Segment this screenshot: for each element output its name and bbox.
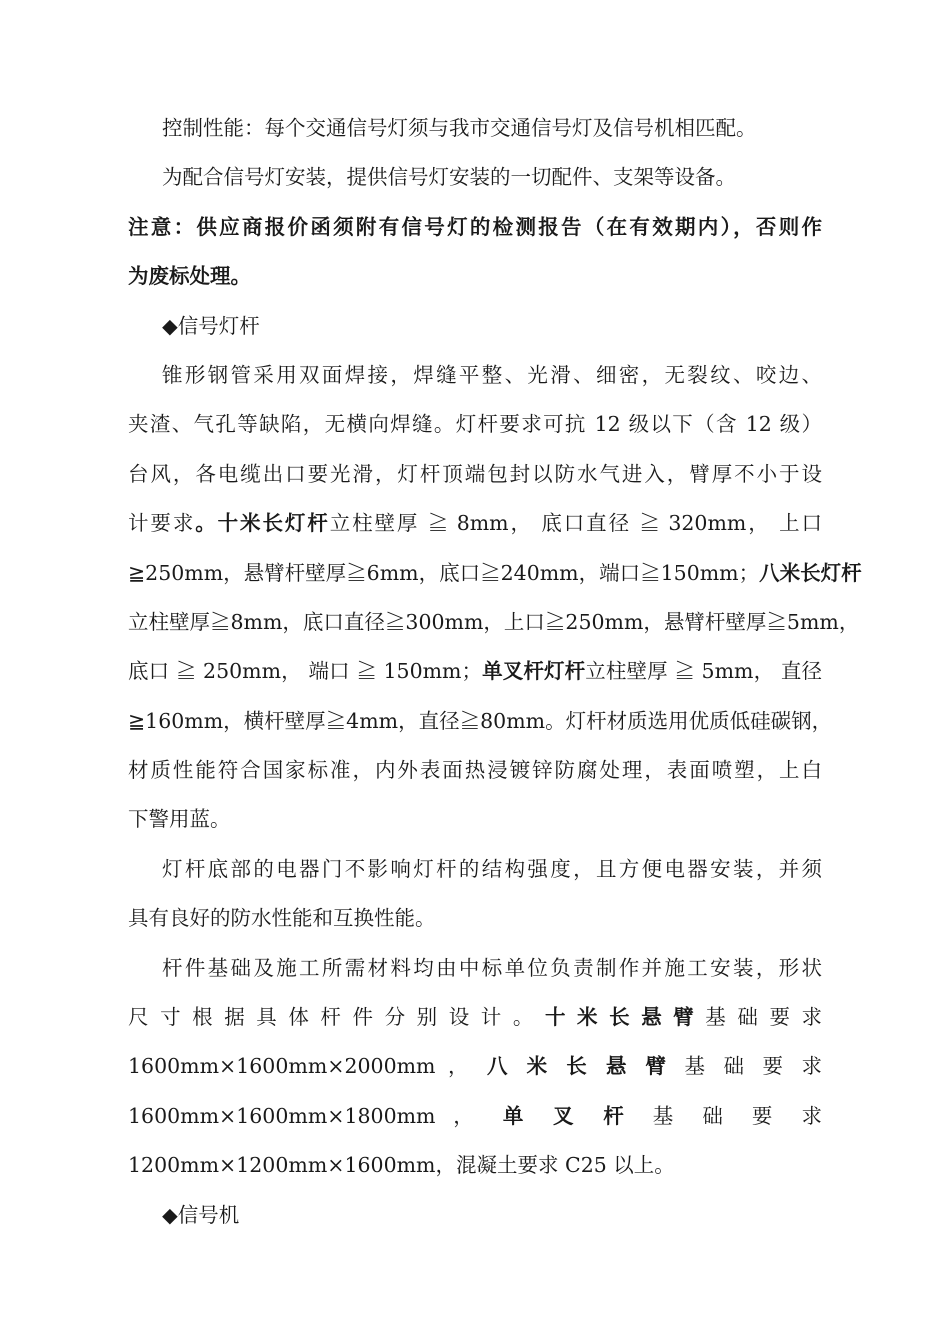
bold-text: 注意：供应商报价函须附有信号灯的检测报告（在有效期内），否则作 — [128, 214, 822, 239]
text-segment: 下警用蓝。 — [128, 807, 231, 832]
text-segment: 杆件基础及施工所需材料均由中标单位负责制作并施工安装，形状 — [162, 955, 822, 980]
bold-text: 八米长灯杆 — [759, 560, 862, 585]
text-line — [128, 598, 860, 647]
bold-text: 单叉杆灯杆 — [482, 659, 586, 684]
text-segment: 基础要求 — [705, 1005, 823, 1030]
text-segment: 1200mm×1200mm×1600mm，混凝土要求 C25 以上。 — [128, 1153, 675, 1178]
text-line — [128, 499, 822, 548]
text-line — [128, 894, 822, 943]
text-segment: 夹渣、气孔等缺陷，无横向焊缝。灯杆要求可抗 12 级以下（含 12 级） — [128, 412, 822, 437]
text-line — [128, 746, 822, 795]
paragraph — [128, 944, 822, 1191]
text-segment: 台风，各电缆出口要光滑，灯杆顶端包封以防水气进入，臂厚不小于设 — [128, 461, 822, 486]
paragraph — [128, 351, 862, 845]
bold-text: 。十米长灯杆 — [195, 511, 330, 536]
text-line — [128, 1191, 822, 1240]
text-segment: 计要求 — [128, 511, 196, 536]
text-line — [128, 153, 822, 202]
bold-text: 单 叉 杆 — [502, 1103, 635, 1128]
paragraph — [128, 1191, 822, 1240]
text-line — [128, 450, 822, 499]
text-line — [128, 203, 822, 252]
text-line — [128, 795, 822, 844]
bold-text: 十米长悬臂 — [544, 1005, 706, 1030]
text-segment: 为配合信号灯安装，提供信号灯安装的一切配件、支架等设备。 — [162, 165, 736, 190]
paragraph — [128, 845, 822, 944]
text-segment: 基 础 要 求 — [635, 1103, 822, 1128]
text-segment: 材质性能符合国家标准，内外表面热浸镀锌防腐处理，表面喷塑，上白 — [128, 758, 822, 783]
text-segment: 锥形钢管采用双面焊接，焊缝平整、光滑、细密，无裂纹、咬边、 — [162, 362, 822, 387]
text-line — [128, 549, 862, 598]
text-segment: 基 础 要 求 — [671, 1054, 822, 1079]
document-page — [128, 104, 862, 1240]
paragraph — [128, 302, 822, 351]
text-segment: 尺寸根据具体杆件分别设计。 — [128, 1005, 545, 1030]
text-segment: 1600mm×1600mm×2000mm ， — [128, 1054, 488, 1079]
text-segment: 灯杆底部的电器门不影响灯杆的结构强度，且方便电器安装，并须 — [162, 856, 822, 881]
text-line — [128, 351, 822, 400]
text-line — [128, 1042, 822, 1091]
text-segment: 立柱壁厚 ≧ 8mm， 底口直径 ≧ 320mm， 上口 — [329, 511, 823, 536]
text-segment: 底口 ≧ 250mm， 端口 ≧ 150mm； — [128, 659, 482, 684]
text-line — [128, 400, 822, 449]
text-segment: ≧160mm，横杆壁厚≧4mm，直径≧80mm。灯杆材质选用优质低硅碳钢， — [128, 708, 833, 733]
text-line — [128, 104, 822, 153]
text-line — [128, 1092, 822, 1141]
paragraph — [128, 153, 822, 202]
text-segment: 控制性能：每个交通信号灯须与我市交通信号灯及信号机相匹配。 — [162, 116, 757, 140]
text-line — [128, 993, 822, 1042]
bold-text: 八 米 长 悬 臂 — [487, 1054, 672, 1079]
text-segment: 立柱壁厚 ≧ 5mm， 直径 — [585, 659, 823, 684]
paragraph — [128, 203, 822, 302]
text-line — [128, 697, 833, 746]
text-segment: 立柱壁厚≧8mm，底口直径≧300mm，上口≧250mm，悬臂杆壁厚≧5mm， — [128, 609, 860, 634]
text-segment: 具有良好的防水性能和互换性能。 — [128, 906, 436, 931]
text-line — [128, 252, 822, 301]
text-segment: ≧250mm，悬臂杆壁厚≧6mm，底口≧240mm，端口≧150mm； — [128, 560, 760, 585]
text-line — [128, 647, 822, 696]
text-line — [128, 845, 822, 894]
text-line — [128, 944, 822, 993]
text-segment: ◆信号灯杆 — [162, 313, 260, 338]
text-segment: ◆信号机 — [162, 1202, 240, 1227]
text-line — [128, 1141, 822, 1190]
text-line — [128, 302, 822, 351]
paragraph — [128, 104, 822, 153]
text-segment: 1600mm×1600mm×1800mm ， — [128, 1103, 503, 1128]
bold-text: 为废标处理。 — [128, 264, 251, 289]
